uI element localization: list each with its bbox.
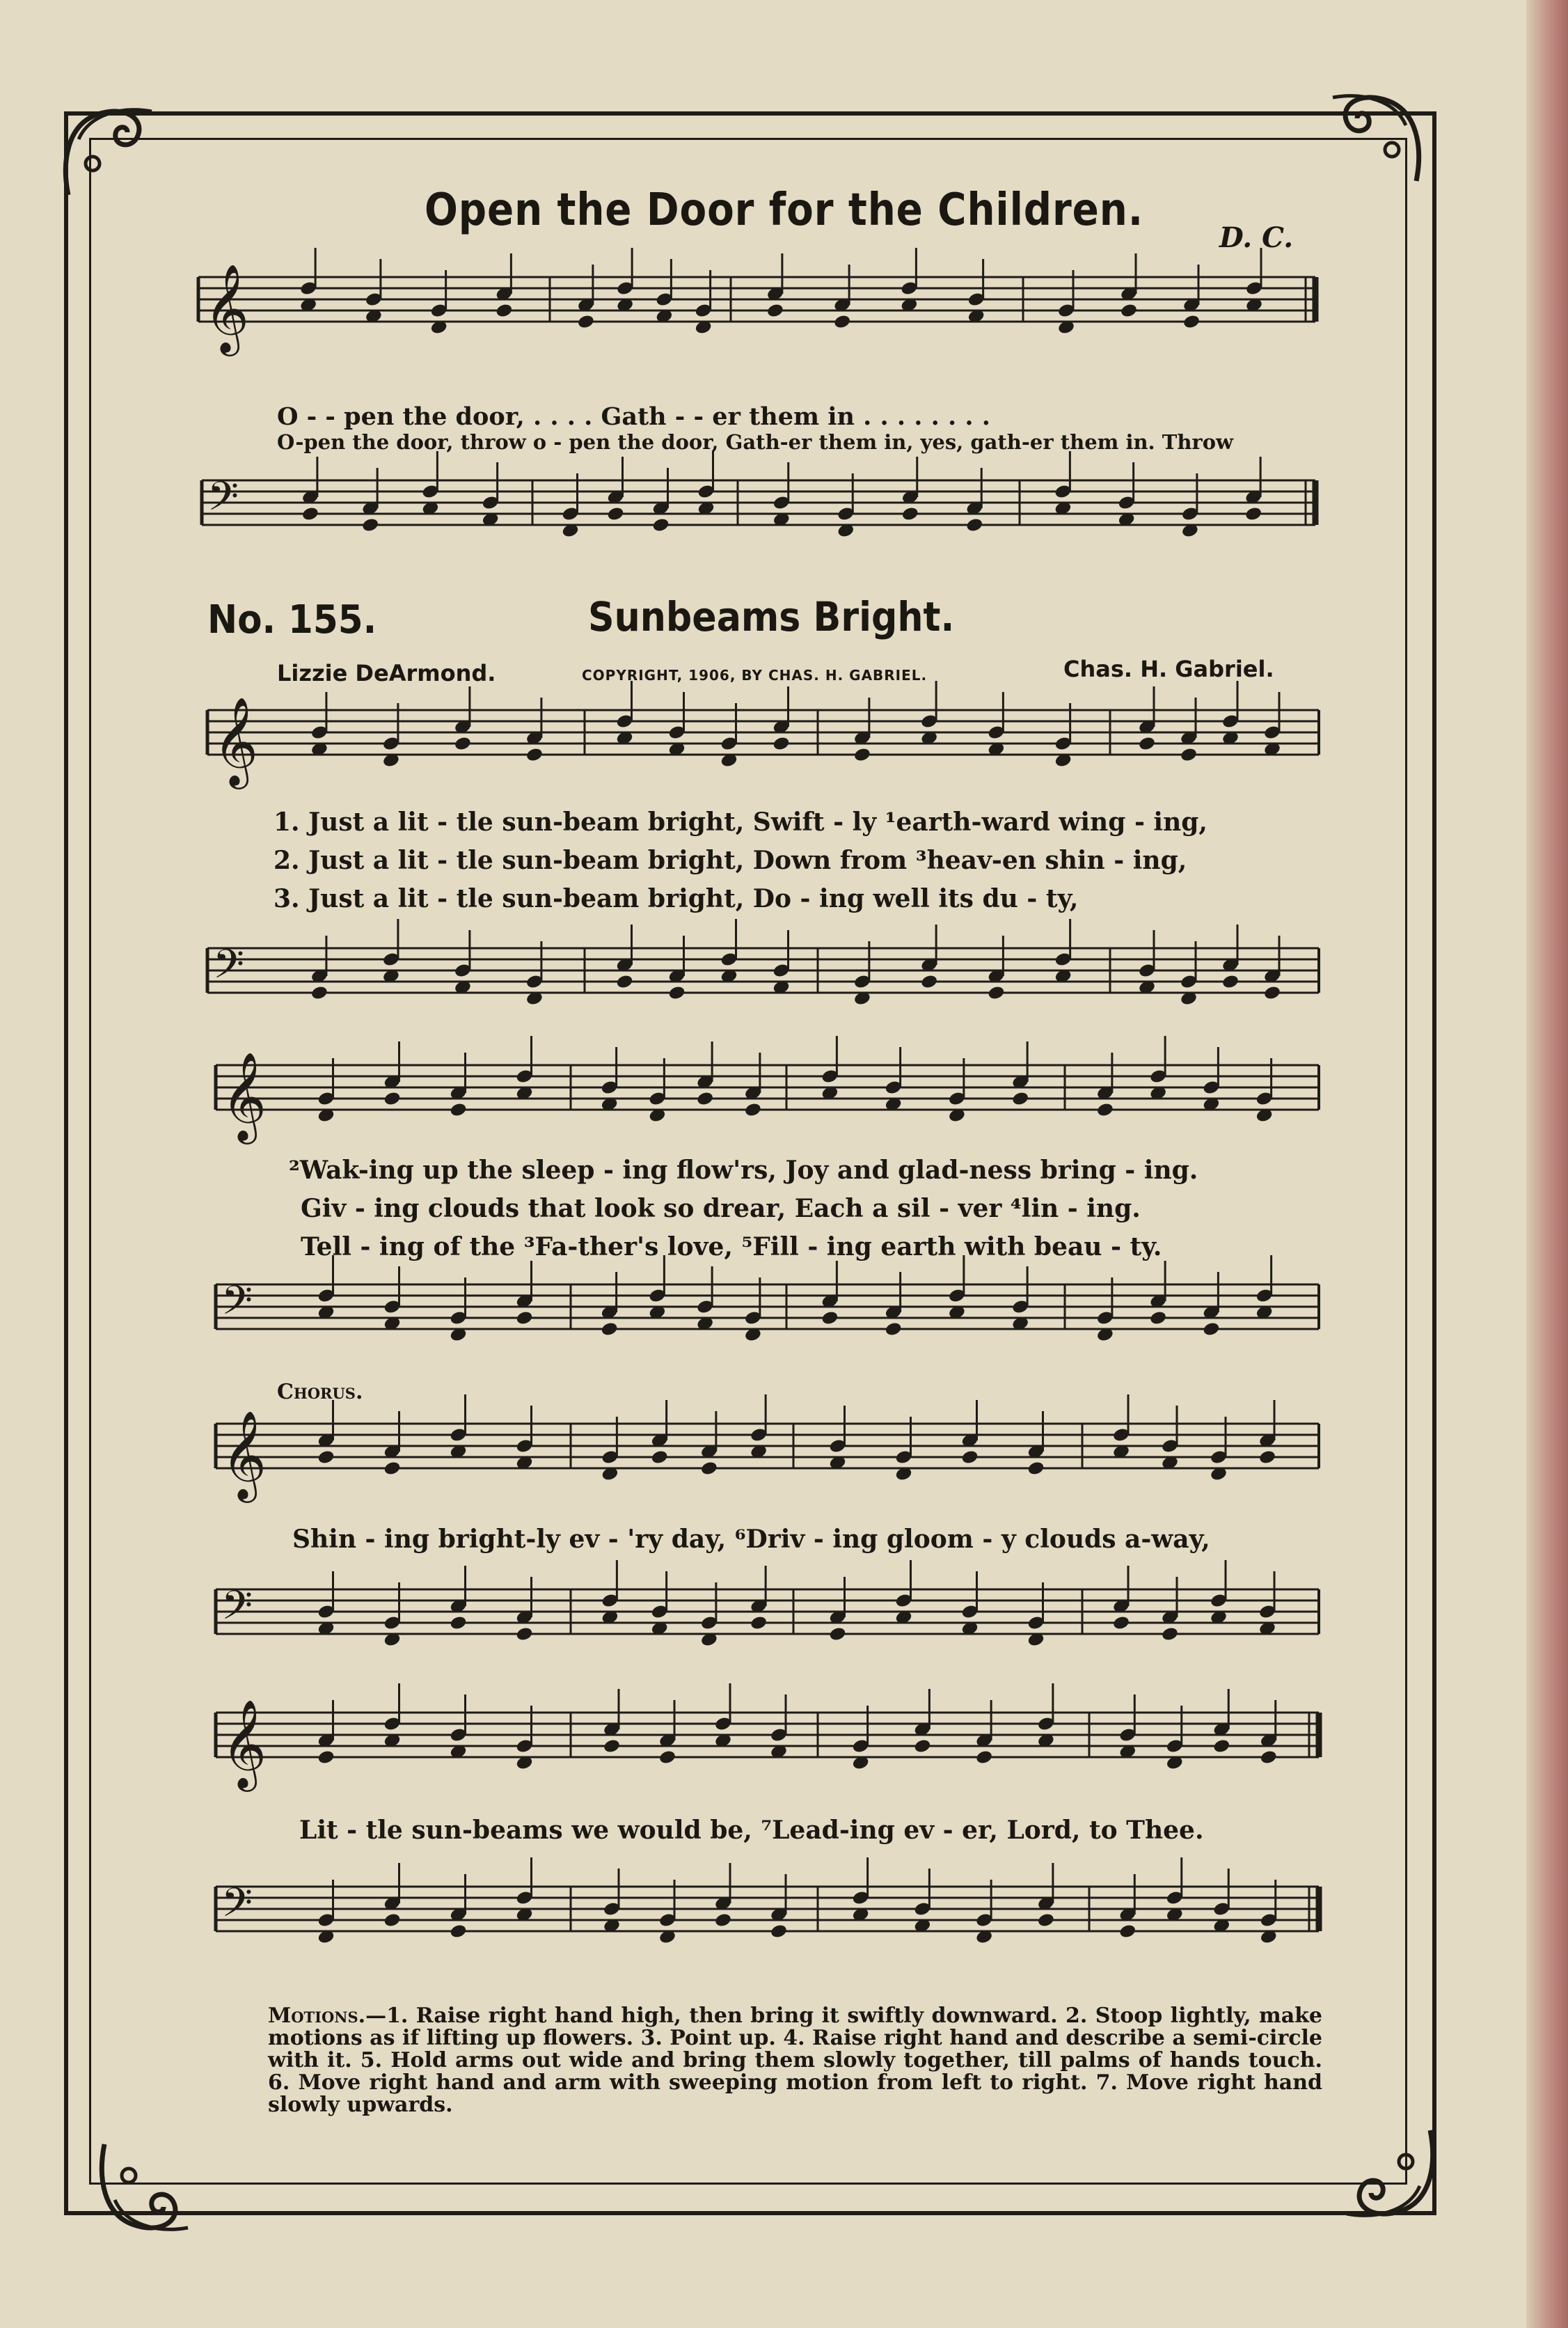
bass-clef-icon: 𝄢 [213,941,245,998]
chorus-lyric-line2: Lit - tle sun-beams we would be, ⁷Lead-ing ev - er, Lord, to Thee. [299,1816,1204,1845]
notehead [885,1321,903,1337]
verse2-line2: Giv - ing clouds that look so drear, Each a sil - ver ⁴lin - ing. [301,1194,1141,1223]
notehead [383,1091,401,1107]
notehead [1182,314,1201,330]
notehead [696,1091,714,1107]
notehead [750,1615,768,1631]
notehead [449,1924,467,1940]
notehead [1244,506,1262,522]
notehead [960,1449,979,1465]
hymn-number: No. 155. [207,597,377,643]
notehead [1263,985,1281,1001]
song1-title: Open the Door for the Children. [425,184,1143,236]
notehead [1138,736,1156,752]
bass-clef-icon: 𝄢 [221,1879,253,1936]
verse3-line1: 3. Just a lit - tle sun-beam bright, Do - ing well its du - ty, [274,884,1079,913]
notehead [383,1461,401,1477]
treble-clef-icon: 𝄞 [204,263,250,352]
notehead [615,974,633,990]
notehead [770,1924,788,1940]
notehead [1120,303,1138,319]
bass-clef-icon: 𝄢 [207,473,239,530]
verse1-line2: ²Wak-ing up the sleep - ing flow'rs, Joy and glad-ness bring - ing. [289,1156,1198,1185]
notehead [821,1310,839,1326]
notehead [383,1912,401,1928]
bass-clef-icon: 𝄢 [221,1277,253,1334]
chorus-label: Chorus. [277,1380,363,1404]
staff-lines-layer [198,263,1319,1936]
notehead [975,1749,993,1765]
notehead [987,985,1005,1001]
da-capo-mark: D. C. [1219,221,1294,254]
notehead [667,985,686,1001]
notehead [601,1321,619,1337]
notehead [772,736,790,752]
notehead [1212,1738,1230,1754]
lyricist-credit: Lizzie DeArmond. [277,660,496,686]
notehead [301,506,319,522]
notehead [577,314,595,330]
notehead [454,736,472,752]
notehead [515,1626,533,1642]
notehead [658,1749,676,1765]
notehead [515,1310,533,1326]
bass-clef-icon: 𝄢 [221,1582,253,1639]
notehead [651,517,670,533]
notehead [920,974,938,990]
notehead [317,1749,335,1765]
notehead [603,1738,621,1754]
notehead [853,747,871,763]
treble-clef-icon: 𝄞 [221,1410,267,1499]
notehead [744,1102,762,1118]
notehead [317,1449,335,1465]
notehead [833,314,851,330]
treble-clef-icon: 𝄞 [221,1699,267,1788]
copyright-notice: COPYRIGHT, 1906, BY CHAS. H. GABRIEL. [582,667,928,684]
treble-clef-icon: 𝄞 [221,1051,267,1140]
notehead [1096,1102,1114,1118]
motions-label: Motions. [268,2004,366,2028]
song2-title: Sunbeams Bright. [588,593,955,640]
notehead [1260,1749,1278,1765]
notehead [1149,1310,1167,1326]
chorus-lyric-line1: Shin - ing bright-ly ev - 'ry day, ⁶Driv - ing gloom - y clouds a-way, [292,1525,1210,1554]
notehead [1221,974,1240,990]
notehead [449,1615,467,1631]
motions-text: —1. Raise right hand high, then bring it swiftly downward. 2. Stoop lightly, make motions as if lifting up flowers. 3. Point up. 4. Raise right hand and describe a semi-circle with it. 5. Hold arms out wide and bring them slowly together, till palms of hands touch. 6. Move right hand and arm with sweeping motion from left to right. 7. Move right hand slowly upwards. [268,2004,1322,2117]
notehead [901,506,919,522]
notehead [1112,1615,1130,1631]
notehead [1027,1461,1045,1477]
verse1-line1: 1. Just a lit - tle sun-beam bright, Swift - ly ¹earth-ward wing - ing, [274,808,1207,837]
notehead [449,1102,467,1118]
notehead [525,747,544,763]
treble-clef-icon: 𝄞 [213,696,259,785]
notehead [1180,747,1198,763]
notehead [766,303,784,319]
notehead [1011,1091,1029,1107]
notehead [913,1738,931,1754]
notehead [361,517,379,533]
notehead [1037,1912,1055,1928]
composer-credit: Chas. H. Gabriel. [1063,656,1274,682]
verse2-line1: 2. Just a lit - tle sun-beam bright, Down from ³heav-en shin - ing, [274,846,1187,875]
notehead [828,1626,846,1642]
notehead [495,303,513,319]
notehead [651,1449,669,1465]
verse3-line2: Tell - ing of the ³Fa-ther's love, ⁵Fill - ing earth with beau - ty. [301,1232,1162,1261]
notehead [1202,1321,1220,1337]
notehead [714,1912,732,1928]
notehead [310,985,328,1001]
notehead [606,506,624,522]
notehead [965,517,983,533]
notehead [1118,1924,1137,1940]
notehead [700,1461,718,1477]
notehead [1258,1449,1276,1465]
song1-lyric-line2: O-pen the door, throw o - pen the door, Gath-er them in, yes, gath-er them in. Throw [277,430,1234,454]
notehead [1161,1626,1179,1642]
song1-lyric-line1: O - - pen the door, . . . . Gath - - er them in . . . . . . . . [277,402,990,431]
